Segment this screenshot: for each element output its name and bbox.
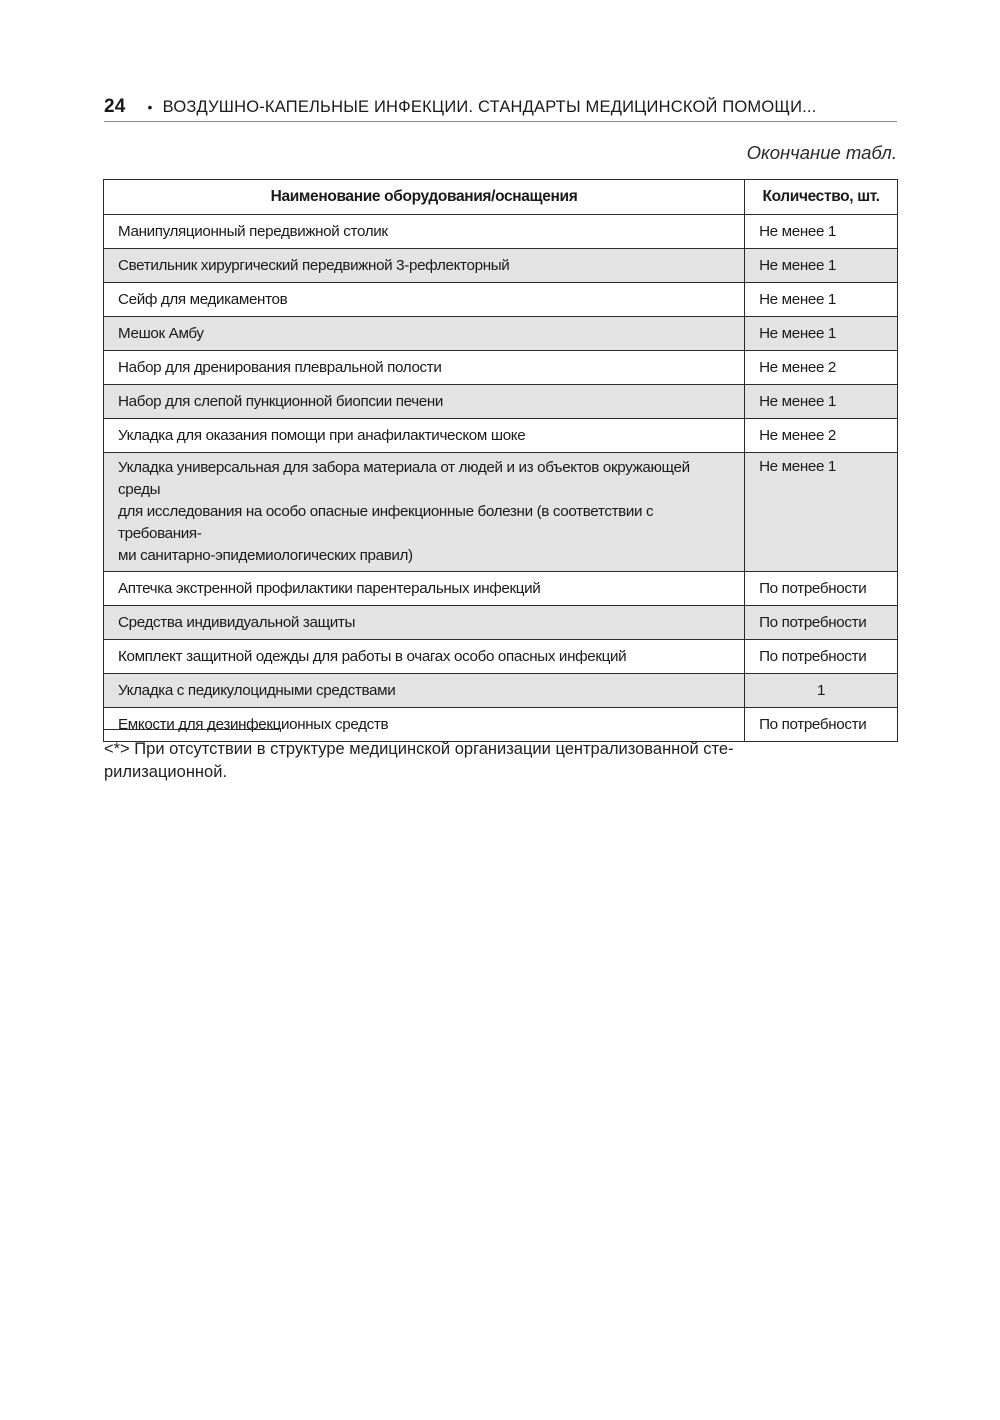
column-header-quantity: Количество, шт. <box>745 180 898 215</box>
table-row <box>104 674 898 708</box>
table-row <box>104 453 898 572</box>
header-divider <box>104 121 897 122</box>
equipment-name: Емкости для дезинфекционных средств <box>104 708 745 742</box>
equipment-quantity: Не менее 1 <box>745 453 898 572</box>
equipment-quantity: Не менее 1 <box>745 385 898 419</box>
column-header-name: Наименование оборудования/оснащения <box>104 180 745 215</box>
equipment-quantity: По потребности <box>745 572 898 606</box>
table-row <box>104 385 898 419</box>
equipment-name: Аптечка экстренной профилактики парентеральных инфекций <box>104 572 745 606</box>
equipment-name <box>104 453 745 572</box>
equipment-name: Укладка для оказания помощи при анафилактическом шоке <box>104 419 745 453</box>
equipment-name-line: для исследования на особо опасные инфекционные болезни (в соответствии с требования- <box>118 503 654 542</box>
equipment-quantity: Не менее 2 <box>745 351 898 385</box>
equipment-quantity: Не менее 1 <box>745 317 898 351</box>
equipment-name: Манипуляционный передвижной столик <box>104 215 745 249</box>
table-row <box>104 317 898 351</box>
running-header <box>104 94 897 120</box>
equipment-quantity: По потребности <box>745 640 898 674</box>
equipment-name: Комплект защитной одежды для работы в очагах особо опасных инфекций <box>104 640 745 674</box>
table-row <box>104 215 898 249</box>
footnote <box>104 738 844 784</box>
equipment-name: Набор для слепой пункционной биопсии печени <box>104 385 745 419</box>
table-header-row <box>104 180 898 215</box>
table-row <box>104 419 898 453</box>
running-title: ВОЗДУШНО-КАПЕЛЬНЫЕ ИНФЕКЦИИ. СТАНДАРТЫ МЕДИЦИНСКОЙ ПОМОЩИ... <box>162 97 817 116</box>
table-row <box>104 572 898 606</box>
equipment-quantity: Не менее 1 <box>745 249 898 283</box>
equipment-name: Средства индивидуальной защиты <box>104 606 745 640</box>
equipment-name: Набор для дренирования плевральной полости <box>104 351 745 385</box>
equipment-name: Сейф для медикаментов <box>104 283 745 317</box>
equipment-name: Укладка с педикулоцидными средствами <box>104 674 745 708</box>
equipment-name: Мешок Амбу <box>104 317 745 351</box>
table-row <box>104 249 898 283</box>
table-row <box>104 708 898 742</box>
equipment-quantity: Не менее 1 <box>745 215 898 249</box>
equipment-quantity: Не менее 2 <box>745 419 898 453</box>
footnote-divider <box>104 729 279 730</box>
equipment-table <box>103 179 898 742</box>
equipment-quantity: По потребности <box>745 708 898 742</box>
page-number: 24 <box>104 96 126 117</box>
equipment-quantity: Не менее 1 <box>745 283 898 317</box>
footnote-line: <*> При отсутствии в структуре медицинской организации централизованной сте- <box>104 740 734 758</box>
equipment-name-line: Укладка универсальная для забора материала от людей и из объектов окружающей среды <box>118 459 690 498</box>
footnote-line: рилизационной. <box>104 763 228 781</box>
bullet-separator: • <box>147 99 153 115</box>
equipment-quantity: По потребности <box>745 606 898 640</box>
equipment-quantity: 1 <box>745 674 898 708</box>
table-caption: Окончание табл. <box>746 142 897 163</box>
table-row <box>104 283 898 317</box>
table-row <box>104 606 898 640</box>
table-row <box>104 351 898 385</box>
equipment-name: Светильник хирургический передвижной 3-рефлекторный <box>104 249 745 283</box>
table-row <box>104 640 898 674</box>
equipment-name-line: ми санитарно-эпидемиологических правил) <box>118 547 413 564</box>
